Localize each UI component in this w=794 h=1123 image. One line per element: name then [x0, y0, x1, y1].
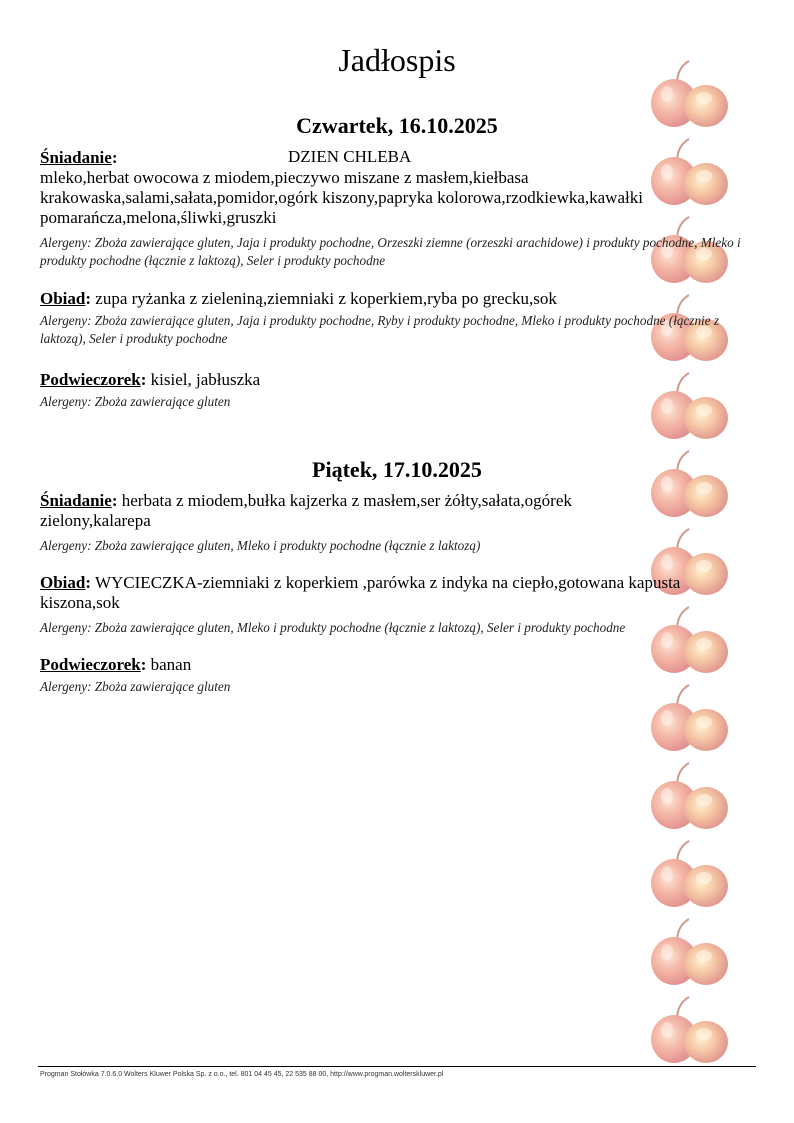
- meal-description: kisiel, jabłuszka: [150, 370, 261, 389]
- footer-divider: [38, 1066, 756, 1067]
- allergen-list: Alergeny: Zboża zawierające gluten, Mleko i produkty pochodne (łącznie z laktozą), Seler i produkty pochodne: [40, 620, 626, 635]
- page-title: Jadłospis: [338, 42, 456, 78]
- meal-label: Podwieczorek: [40, 370, 141, 389]
- plum-pair-icon: [646, 916, 734, 990]
- plum-pair-icon: [646, 838, 734, 912]
- meal-label: Obiad: [40, 289, 86, 308]
- meal-breakfast-friday: Śniadanie: herbata z miodem,bułka kajzerka z masłem,ser żółty,sałata,ogórek zielony,kalarepa Alergeny: Zboża zawierające gluten, Mleko i produkty pochodne (łącznie z laktozą): [40, 491, 760, 555]
- plum-pair-icon: [646, 994, 734, 1068]
- meal-lunch-thursday: Obiad: zupa ryżanka z zieleniną,ziemniaki z koperkiem,ryba po grecku,sok Alergeny: Zboża zawierające gluten, Jaja i produkty pochodne, Ryby i produkty pochodne, Mleko i produkty pochodne (łącznie z laktozą), Seler i produkty pochodne: [40, 289, 760, 348]
- meal-description: WYCIECZKA-ziemniaki z koperkiem ,parówka z indyka na ciepło,gotowana kapusta kiszona,sok: [40, 573, 681, 612]
- meal-description: banan: [150, 655, 192, 674]
- allergen-list: Alergeny: Zboża zawierające gluten, Jaja i produkty pochodne, Orzeszki ziemne (orzeszki arachidowe) i produkty pochodne, Mleko i produkty pochodne (łącznie z laktozą), Seler i produkty pochodne: [40, 235, 741, 268]
- meal-label: Śniadanie: [40, 148, 112, 167]
- footer-text: Progman Stołówka 7.0.6.0 Wolters Kluwer Polska Sp. z o.o., tel. 801 04 45 45, 22 535 88 00, http://www.progman.wolterskluwer.pl: [40, 1071, 444, 1078]
- meal-label: Obiad: [40, 573, 86, 592]
- meal-label: Podwieczorek: [40, 655, 141, 674]
- day-heading-friday: Piątek, 17.10.2025: [312, 457, 482, 482]
- meal-description: mleko,herbat owocowa z miodem,pieczywo miszane z masłem,kiełbasa krakowaska,salami,sałata,pomidor,ogórk kiszony,papryka kolorowa,rzodkiewka,kawałki pomarańcza,melona,śliwki,gruszki: [40, 168, 643, 227]
- day-heading-thursday: Czwartek, 16.10.2025: [296, 113, 498, 138]
- allergen-list: Alergeny: Zboża zawierające gluten, Jaja i produkty pochodne, Ryby i produkty pochodne, Mleko i produkty pochodne (łącznie z laktozą), Seler i produkty pochodne: [40, 313, 719, 346]
- meal-description: zupa ryżanka z zieleniną,ziemniaki z koperkiem,ryba po grecku,sok: [95, 289, 557, 308]
- day-note: DZIEN CHLEBA: [288, 147, 412, 166]
- allergen-list: Alergeny: Zboża zawierające gluten, Mleko i produkty pochodne (łącznie z laktozą): [40, 538, 481, 553]
- allergen-list: Alergeny: Zboża zawierające gluten: [40, 394, 231, 409]
- meal-snack-thursday: Podwieczorek: kisiel, jabłuszka Alergeny: Zboża zawierające gluten: [40, 370, 760, 411]
- plum-pair-icon: [646, 760, 734, 834]
- allergen-list: Alergeny: Zboża zawierające gluten: [40, 679, 231, 694]
- meal-lunch-friday: Obiad: WYCIECZKA-ziemniaki z koperkiem ,parówka z indyka na ciepło,gotowana kapusta kiszona,sok Alergeny: Zboża zawierające gluten, Mleko i produkty pochodne (łącznie z laktozą), Seler i produkty pochodne: [40, 573, 760, 637]
- meal-snack-friday: Podwieczorek: banan Alergeny: Zboża zawierające gluten: [40, 655, 760, 696]
- meal-description: herbata z miodem,bułka kajzerka z masłem,ser żółty,sałata,ogórek zielony,kalarepa: [40, 491, 572, 530]
- meal-label: Śniadanie: [40, 491, 112, 510]
- meal-breakfast-thursday: Śniadanie: mleko,herbat owocowa z miodem,pieczywo miszane z masłem,kiełbasa krakowaska,salami,sałata,pomidor,ogórk kiszony,papryka kolorowa,rzodkiewka,kawałki pomarańcza,melona,śliwki,gruszki Alergeny: Zboża zawierające gluten, Jaja i produkty pochodne, Orzeszki ziemne (orzeszki arachidowe) i produkty pochodne, Mleko i produkty pochodne (łącznie z laktozą), Seler i produkty pochodne: [40, 148, 760, 270]
